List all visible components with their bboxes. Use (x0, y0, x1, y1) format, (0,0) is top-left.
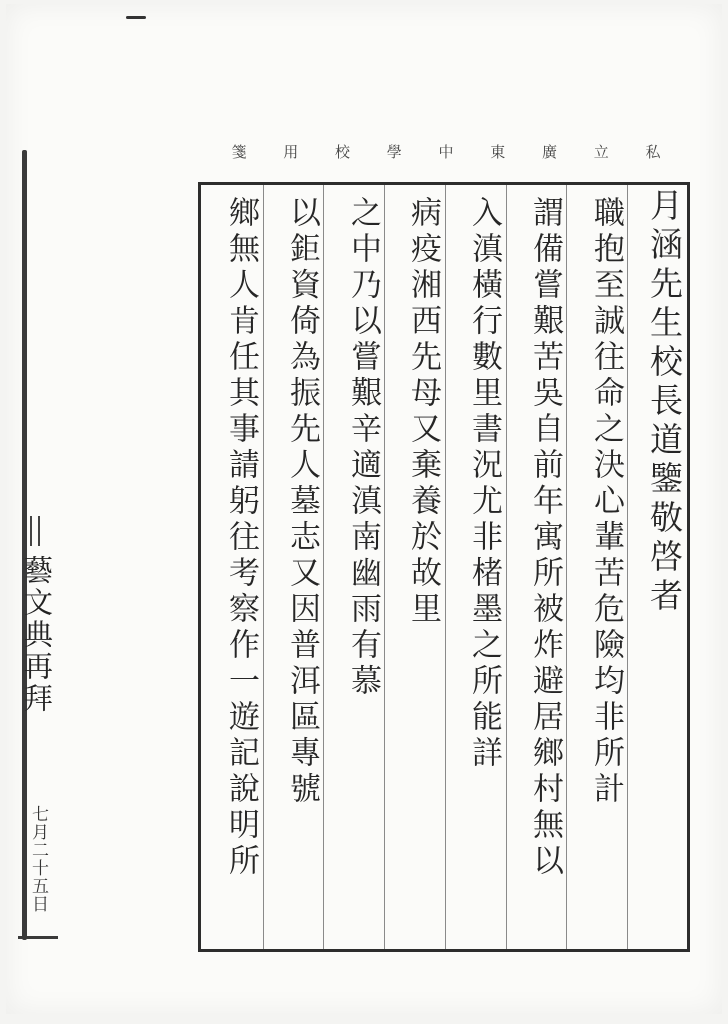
letterhead-char: 用 (283, 142, 299, 161)
letterhead (228, 138, 664, 164)
letter-column-4: 入滇橫行數里書況尤非楮墨之所能詳 (466, 196, 502, 772)
page-dash-mark (126, 16, 146, 19)
margin-tick-mark (30, 516, 40, 546)
letterhead-char: 學 (386, 142, 402, 161)
letterhead-char: 廣 (541, 142, 557, 161)
letterhead-char: 東 (490, 142, 506, 161)
letterhead-char: 私 (645, 142, 661, 161)
letterhead-char: 中 (438, 142, 454, 161)
margin-signature: 藝文典再拜 (20, 555, 54, 715)
letter-column-5: 病疫湘西先母又棄養於故里 (405, 196, 441, 628)
letter-column-2: 職抱至誠往命之決心輩苦危險均非所計 (588, 196, 624, 808)
margin-date: 七月二十五日 (28, 805, 48, 913)
margin-foot-line (18, 936, 58, 939)
letterhead-char: 校 (334, 142, 350, 161)
letterhead-char: 立 (593, 142, 609, 161)
letter-column-7: 以鉅資倚為振先人墓志又因普洱區專號 (284, 196, 320, 808)
letter-column-6: 之中乃以嘗艱辛適滇南幽雨有慕 (345, 196, 381, 700)
letter-column-1: 月涵先生校長道鑒敬啓者 (645, 188, 684, 617)
letterhead-char: 箋 (231, 142, 247, 161)
letter-column-3: 謂備嘗艱苦吳自前年寓所被炸避居鄉村無以 (527, 196, 563, 880)
letter-column-8: 鄉無人肯任其事請躬往考察作一遊記說明所 (223, 196, 259, 880)
